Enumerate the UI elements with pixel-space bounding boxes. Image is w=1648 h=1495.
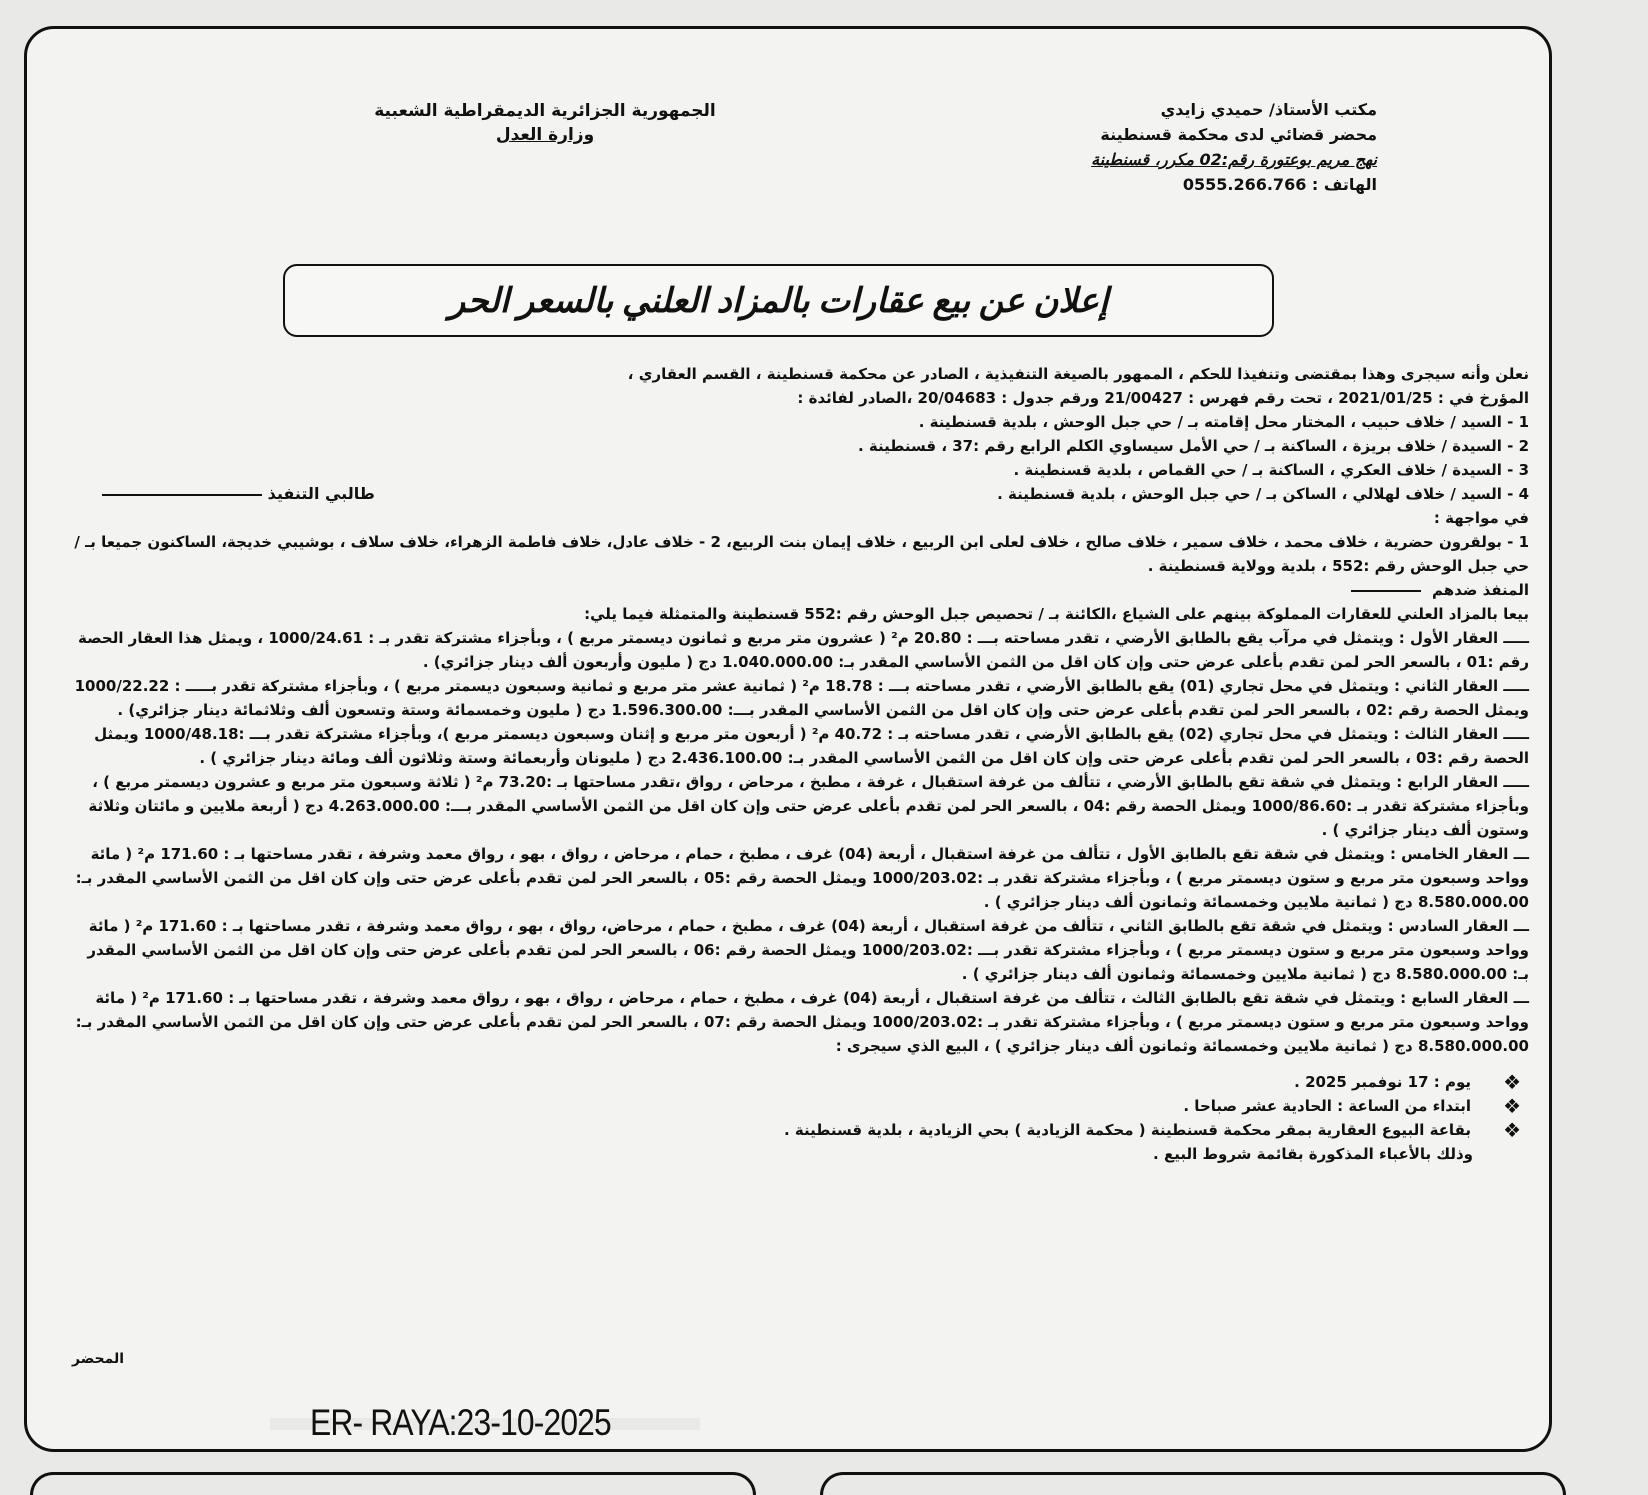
schedule-time-text: ابتداء من الساعة : الحادية عشر صباحا . (1183, 1097, 1471, 1115)
schedule-venue (69, 1118, 1521, 1142)
claimants-label (94, 482, 375, 506)
property-4: ـــــ العقار الرابع : ويتمثل في شقة تقع بالطابق الأرضي ، تتألف من غرفة استقبال ، غرفة ، مطبخ ، مرحاض ، رواق ،تقدر مساحتها بـ :73.20 م² ( ثلاثة وسبعون متر مربع و عشرون ديسمتر مربع ) ، وبأجزاء مشتركة تقدر بـ :1000/86.60 ويمثل الحصة رقم :04 ، بالسعر الحر لمن تقدم بأعلى عرض حتى وإن كان اقل من الثمن الأساسي المقدر بـــ: 4.263.000.00 دج ( أربعة ملايين و مائتان وثلاثة وستون ألف دينار جزائري ) . (88, 773, 1529, 839)
sale-intro: بيعا بالمزاد العلني للعقارات المملوكة بينهم على الشياع ،الكائنة بـ / تحصيص جبل الوحش رقم :552 قسنطينة والمتمثلة فيما يلي: (584, 605, 1529, 623)
next-ad-box-left (30, 1472, 756, 1495)
property-6: ـــ العقار السادس : ويتمثل في شقة تقع بالطابق الثاني ، تتألف من غرفة استقبال ، أربعة (04) غرف ، مطبخ ، حمام ، مرحاض، رواق ، بهو ، رواق معمد وشرفة ، تقدر مساحتها بـ : 171.60 م² ( مائة وواحد وسبعون متر مربع و ستون ديسمتر مربع ) ، وبأجزاء مشتركة تقدر بـــ :1000/203.02 ويمثل الحصة رقم :06 ، بالسعر الحر لمن تقدم بأعلى عرض حتى وإن كان اقل من الثمن الأساسي المقدر بـ: 8.580.000.00 دج ( ثمانية ملايين وخمسمائة وثمانون ألف دينار جزائري ) . (87, 917, 1529, 983)
office-name: مكتب الأستاذ/ حميدي زايدي (1160, 100, 1377, 119)
claimants-label-line (102, 494, 262, 496)
title-text: إعلان عن بيع عقارات بالمزاد العلني بالسعر الحر (448, 282, 1109, 320)
announcement-frame (24, 26, 1552, 1452)
defendants-label-text: المنفذ ضدهم (1432, 581, 1529, 599)
signature-label: المحضر (72, 1351, 125, 1367)
announcement-body (69, 362, 1529, 1166)
property-7: ـــ العقار السابع : ويتمثل في شقة تقع بالطابق الثالث ، تتألف من غرفة استقبال ، أربعة (04) غرف ، مطبخ ، حمام ، مرحاض ، رواق ، بهو ، رواق معمد وشرفة ، تقدر مساحتها بـ : 171.60 م² ( مائة وواحد وسبعون متر مربع و ستون ديسمتر مربع ) ، وبأجزاء مشتركة تقدر بـ :1000/203.02 ويمثل الحصة رقم :07 ، بالسعر الحر لمن تقدم بأعلى عرض حتى وإن كان اقل من الثمن الأساسي المقدر بـ: 8.580.000.00 دج ( ثمانية ملايين وخمسمائة وثمانون ألف دينار جزائري ) ، البيع الذي سيجرى : (75, 989, 1529, 1055)
claimant-1: 1 - السيد / خلاف حبيب ، المختار محل إقامته بـ / حي جبل الوحش ، بلدية قسنطينة . (918, 413, 1529, 431)
next-ad-box-right (820, 1472, 1566, 1495)
intro-paragraph: نعلن وأنه سيجرى وهذا بمقتضى وتنفيذا للحكم ، الممهور بالصيغة التنفيذية ، الصادر عن محكمة قسنطينة ، القسم العقاري ، (627, 365, 1529, 383)
claimants-label-text: طالبي التنفيذ (267, 484, 375, 503)
diamond-bullet-icon: ❖ (1503, 1094, 1521, 1118)
schedule-venue-text: بقاعة البيوع العقارية بمقر محكمة قسنطينة ( محكمة الزيادية ) بحي الزيادية ، بلدية قسنطينة . (784, 1121, 1471, 1139)
defendants-label (69, 578, 1529, 602)
property-2: ـــــ العقار الثاني : ويتمثل في محل تجاري (01) يقع بالطابق الأرضي ، تقدر مساحته بـــ : 18.78 م² ( ثمانية عشر متر مربع و ثمانية وسبعون ديسمتر مربع ) ، وبأجزاء مشتركة تقدر بـــــ : 1000/22.22 ويمثل الحصة رقم :02 ، بالسعر الحر لمن تقدم بأعلى عرض حتى وإن كان اقل من الثمن الأساسي المقدر بـــ: 1.596.300.00 دج ( مليون وخمسمائة وستة وتسعون ألف وثلاثمائة دينار جزائري) . (74, 677, 1529, 719)
sale-schedule (69, 1070, 1529, 1142)
office-address: نهج مريم بوعتورة رقم:02 مكرر، قسنطينة (1091, 150, 1377, 169)
claimant-3: 3 - السيدة / خلاف العكري ، الساكنة بـ / حي القماص ، بلدية قسنطينة . (1013, 461, 1529, 479)
defendants-label-line (1351, 590, 1421, 592)
property-3: ـــــ العقار الثالث : ويتمثل في محل تجاري (02) يقع بالطابق الأرضي ، تقدر مساحته بـ : 40.72 م² ( أربعون متر مربع و إثنان وسبعون ديسمتر مربع )، وبأجزاء مشتركة تقدر بـــ :1000/48.18 ويمثل الحصة رقم :03 ، بالسعر الحر لمن تقدم بأعلى عرض حتى وإن كان اقل من الثمن الأساسي المقدر بـ: 2.436.100.00 دج ( مليونان وأربعمائة وستة وثلاثون ألف ومائة دينار جزائري ) . (94, 725, 1529, 767)
office-phone: الهاتف : 0555.266.766 (1182, 175, 1377, 194)
republic-name: الجمهورية الجزائرية الديمقراطية الشعبية (374, 101, 716, 121)
facing-label: في مواجهة : (1433, 509, 1529, 527)
state-header (245, 99, 845, 147)
announcement-title (283, 264, 1274, 337)
judgment-reference: المؤرخ في : 2021/01/25 ، تحت رقم فهرس : 21/00427 ورقم جدول : 20/04683 ،الصادر لفائدة : (797, 389, 1529, 407)
schedule-time (69, 1094, 1521, 1118)
closing-sentence: وذلك بالأعباء المذكورة بقائمة شروط البيع . (1153, 1145, 1473, 1163)
diamond-bullet-icon: ❖ (1503, 1118, 1521, 1142)
ministry-name: وزارة العدل (495, 125, 595, 145)
bailiff-office-header (857, 97, 1377, 197)
property-1: ـــــ العقار الأول : ويتمثل في مرآب يقع بالطابق الأرضي ، تقدر مساحته بـــ : 20.80 م² ( عشرون متر مربع و ثمانون ديسمتر مربع ) ، وبأجزاء مشتركة تقدر بـ : 1000/24.61 ، ويمثل هذا العقار الحصة رقم :01 ، بالسعر الحر لمن تقدم بأعلى عرض حتى وإن كان اقل من الثمن الأساسي المقدر بـ: 1.040.000.00 دج ( مليون وأربعون ألف دينار جزائري) . (78, 629, 1529, 671)
next-ads-edge (0, 1472, 1648, 1492)
defendants-paragraph: 1 - بولقرون حضرية ، خلاف محمد ، خلاف سمير ، خلاف صالح ، خلاف لعلى ابن الربيع ، خلاف إيمان بنت الربيع، 2 - خلاف عادل، خلاف فاطمة الزهراء، خلاف سلاف ، بوشيبي خديجة، الساكنون جميعا بـ / حي جبل الوحش رقم :552 ، بلدية وولاية قسنطينة . (74, 533, 1529, 575)
office-role: محضر قضائي لدى محكمة قسنطينة (1100, 125, 1377, 144)
publication-stamp: ER- RAYA:23-10-2025 (310, 1402, 611, 1443)
claimant-2: 2 - السيدة / خلاف بريزة ، الساكنة بـ / حي الأمل سيساوي الكلم الرابع رقم :37 ، قسنطينة . (858, 437, 1529, 455)
schedule-date (69, 1070, 1521, 1094)
diamond-bullet-icon: ❖ (1503, 1070, 1521, 1094)
property-5: ـــ العقار الخامس : ويتمثل في شقة تقع بالطابق الأول ، تتألف من غرفة استقبال ، أربعة (04) غرف ، مطبخ ، حمام ، مرحاض ، رواق ، بهو ، رواق معمد وشرفة ، تقدر مساحتها بـ : 171.60 م² ( مائة وواحد وسبعون متر مربع و ستون ديسمتر مربع ) ، وبأجزاء مشتركة تقدر بـ :1000/203.02 ويمثل الحصة رقم :05 ، بالسعر الحر لمن تقدم بأعلى عرض حتى وإن كان اقل من الثمن الأساسي المقدر بـ: 8.580.000.00 دج ( ثمانية ملايين وخمسمائة وثمانون ألف دينار جزائري ) . (75, 845, 1529, 911)
schedule-date-text: يوم : 17 نوفمبر 2025 . (1294, 1073, 1471, 1091)
claimant-4: 4 - السيد / خلاف لهلالي ، الساكن بـ / حي جبل الوحش ، بلدية قسنطينة . (997, 485, 1529, 503)
claimants-list (69, 410, 1529, 506)
